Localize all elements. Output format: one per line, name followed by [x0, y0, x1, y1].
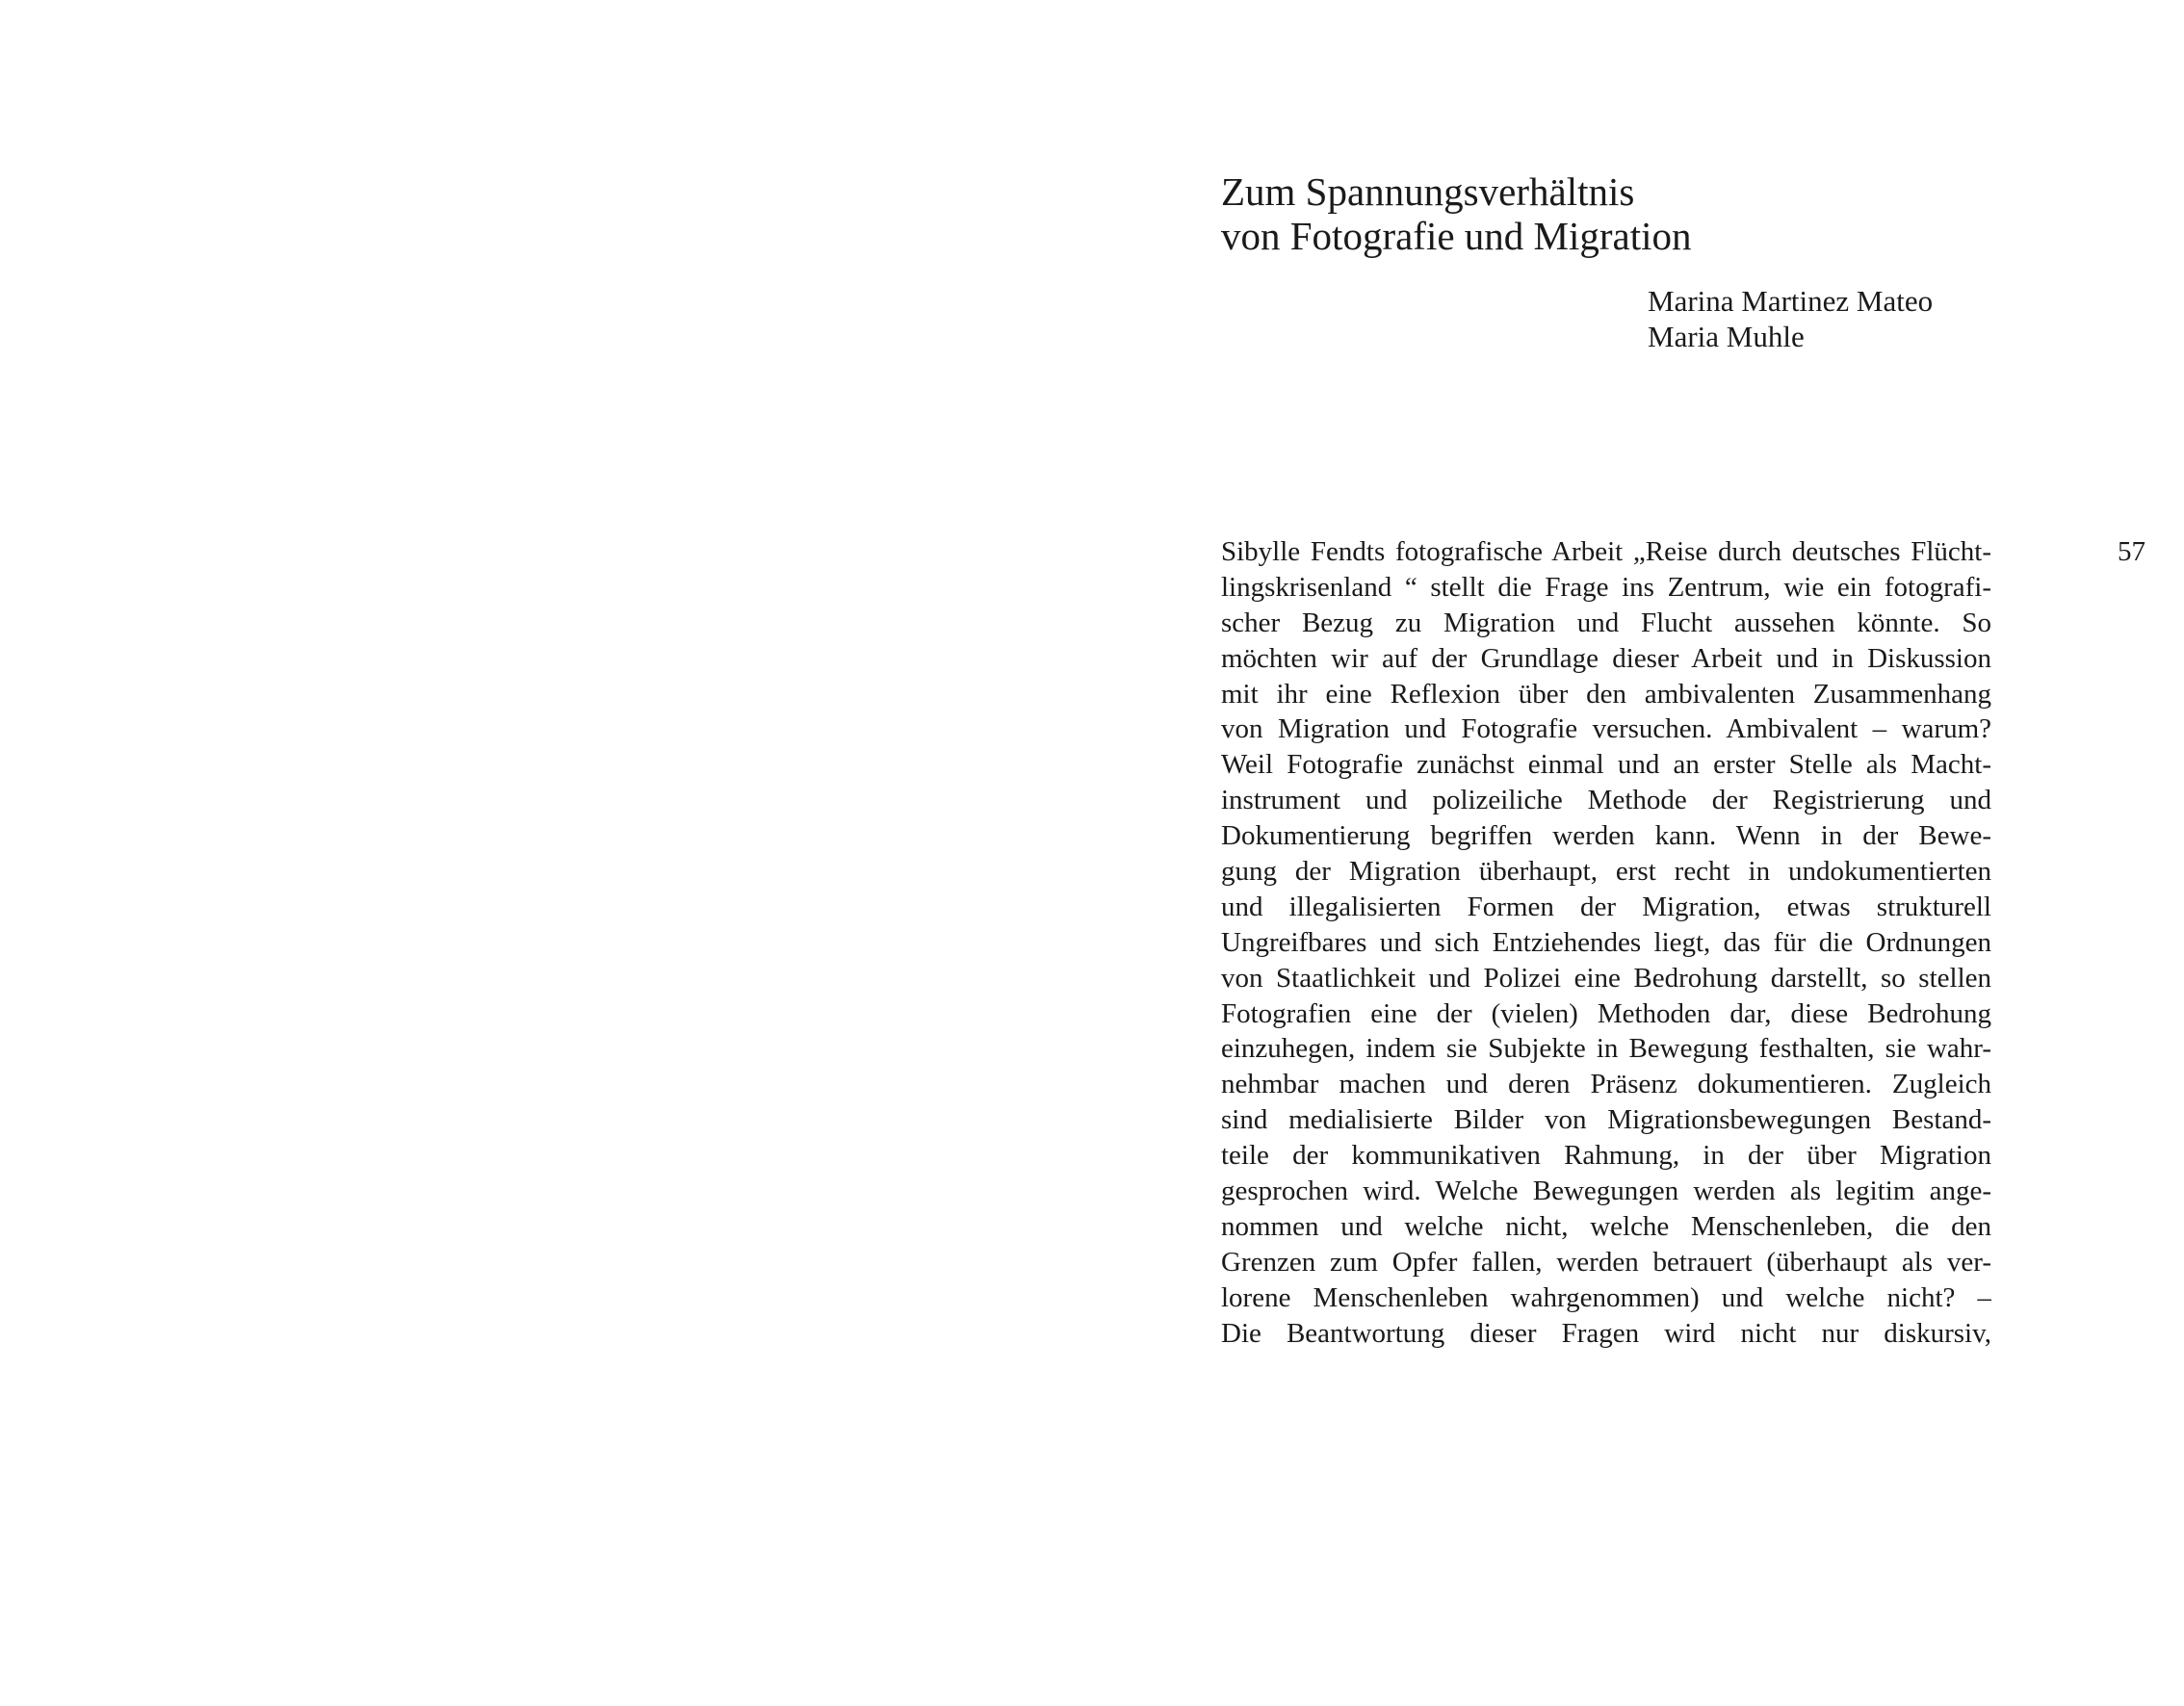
article-title — [1221, 169, 1953, 258]
text-line: nehmbar machen und deren Präsenz dokumentieren. Zugleich — [1221, 1069, 1991, 1100]
title-line: von Fotografie und Migration — [1221, 214, 1692, 258]
text-line: von Migration und Fotografie versuchen. Ambivalent – warum? — [1221, 713, 1991, 745]
text-line: von Staatlichkeit und Polizei eine Bedrohung darstellt, so stellen — [1221, 962, 1991, 994]
page-number: 57 — [2118, 536, 2145, 567]
text-line: Die Beantwortung dieser Fragen wird nicht nur diskursiv, — [1221, 1317, 1991, 1349]
text-line: mit ihr eine Reflexion über den ambivalenten Zusammenhang — [1221, 678, 1991, 710]
title-line: Zum Spannungsverhältnis — [1221, 169, 1635, 214]
text-line: Fotografien eine der (vielen) Methoden dar, diese Bedrohung — [1221, 997, 1991, 1029]
text-line: einzuhegen, indem sie Subjekte in Bewegung festhalten, sie wahr- — [1221, 1033, 1991, 1065]
text-line: gung der Migration überhaupt, erst recht in undokumentierten — [1221, 856, 1991, 888]
text-line: Ungreifbares und sich Entziehendes liegt, das für die Ordnungen — [1221, 926, 1991, 958]
text-line: gesprochen wird. Welche Bewegungen werden als legitim ange- — [1221, 1176, 1991, 1207]
text-line: Dokumentierung begriffen werden kann. Wenn in der Bewe- — [1221, 820, 1991, 852]
text-line: sind medialisierte Bilder von Migrationsbewegungen Bestand- — [1221, 1104, 1991, 1136]
text-line: Weil Fotografie zunächst einmal und an erster Stelle als Macht- — [1221, 749, 1991, 781]
text-line: instrument und polizeiliche Methode der Registrierung und — [1221, 785, 1991, 816]
text-line: Grenzen zum Opfer fallen, werden betrauert (überhaupt als ver- — [1221, 1246, 1991, 1278]
text-line: scher Bezug zu Migration und Flucht aussehen könnte. So — [1221, 607, 1991, 638]
text-line: lingskrisenland “ stellt die Frage ins Zentrum, wie ein fotografi- — [1221, 571, 1991, 603]
body-paragraph — [1221, 534, 1991, 1351]
author-list — [1648, 283, 2033, 354]
text-line: lorene Menschenleben wahrgenommen) und welche nicht? – — [1221, 1281, 1991, 1313]
text-line: und illegalisierten Formen der Migration, etwas strukturell — [1221, 891, 1991, 922]
author-name: Maria Muhle — [1648, 320, 1805, 353]
text-line: nommen und welche nicht, welche Menschenleben, die den — [1221, 1210, 1991, 1242]
text-line: Sibylle Fendts fotografische Arbeit „Reise durch deutsches Flücht- — [1221, 536, 1991, 567]
text-line: teile der kommunikativen Rahmung, in der über Migration — [1221, 1140, 1991, 1172]
author-name: Marina Martinez Mateo — [1648, 284, 1934, 318]
text-line: möchten wir auf der Grundlage dieser Arbeit und in Diskussion — [1221, 642, 1991, 674]
